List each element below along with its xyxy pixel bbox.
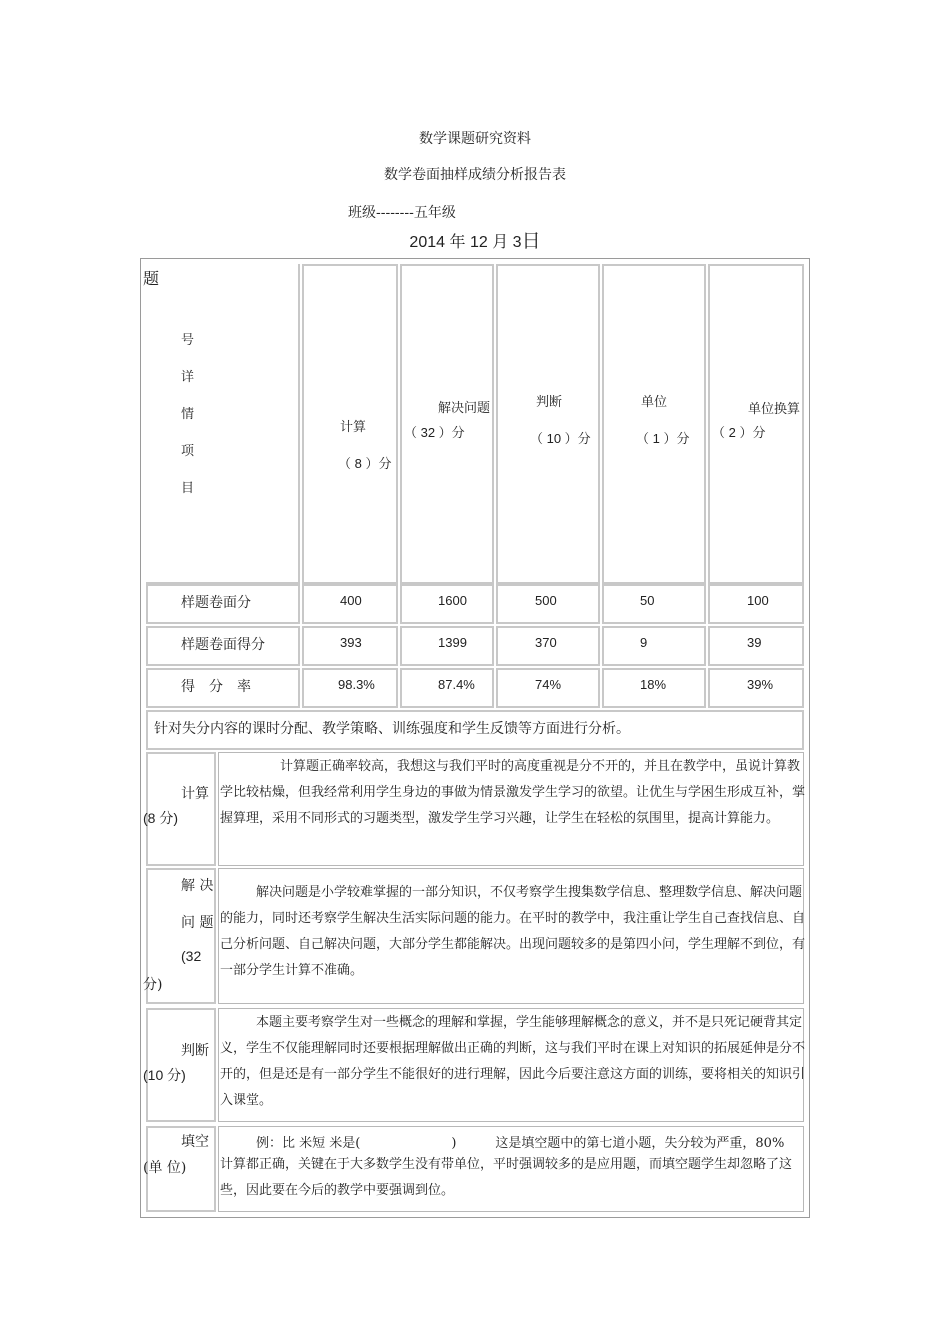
row-1-value-0: 393 <box>340 635 362 650</box>
col-header-3 <box>602 264 706 584</box>
date-day-char: 日 <box>521 231 541 252</box>
row-2-value-2: 74% <box>535 677 562 692</box>
corner-v5: 目 <box>181 481 195 496</box>
analysis-2-label-b: (10 分) <box>143 1067 186 1083</box>
analysis-2-text: 本题主要考察学生对一些概念的理解和掌握，学生能够理解概念的意义，并不是只死记硬背其定义，学生不仅能理解同时还要根据理解做出正确的判断，这与我们平时在课上对知识的拓展延伸是分不开的，但是还是有一部分学生不能很好的进行理解，因此今后要注意这方面的训练，要将相关的知识引入课堂。 <box>220 1015 806 1108</box>
corner-cell <box>146 264 300 584</box>
date-month-char: 月 <box>492 234 509 251</box>
col-header-1-score: （ 32 ）分 <box>404 425 465 440</box>
analysis-1-label-b: 问 题 <box>181 915 214 931</box>
analysis-3-text-b: 计算都正确，关键在于大多数学生没有带单位，平时强调较多的是应用题，而填空题学生却忽略了这些，因此要在今后的教学中要强调到位。 <box>220 1157 793 1198</box>
row-2-label: 得 分 率 <box>181 679 251 695</box>
row-1-label: 样题卷面得分 <box>181 637 265 653</box>
row-0-value-3: 50 <box>640 593 655 608</box>
row-2-value-1: 87.4% <box>438 677 475 692</box>
date-day: 3 <box>512 234 522 251</box>
col-header-0-score: （ 8 ）分 <box>338 456 392 471</box>
row-0-value-2: 500 <box>535 593 557 608</box>
corner-v1: 号 <box>181 333 195 348</box>
row-0-value-4: 100 <box>747 593 769 608</box>
date-year-char: 年 <box>449 234 466 251</box>
analysis-1-label-c: (32 <box>181 948 202 964</box>
col-header-2 <box>496 264 600 584</box>
col-header-3-name: 单位 <box>641 395 668 410</box>
corner-ti: 题 <box>143 269 160 288</box>
row-0-label: 样题卷面分 <box>181 595 251 611</box>
analysis-2-label-a: 判断 <box>181 1043 209 1059</box>
row-2-value-3: 18% <box>640 677 667 692</box>
col-header-2-score: （ 10 ）分 <box>530 431 591 446</box>
row-2-value-0: 98.3% <box>338 677 375 692</box>
analysis-0-label-b: (8 分) <box>143 810 178 826</box>
col-header-4-score: （ 2 ）分 <box>712 425 766 440</box>
analysis-0-text: 计算题正确率较高，我想这与我们平时的高度重视是分不开的，并且在教学中，虽说计算教学比较枯燥，但我经常利用学生身边的事做为情景激发学生学习的欲望。让优生与学困生形成互补，掌握算理，采用不同形式的习题类型，激发学生学习兴趣，让学生在轻松的氛围里，提高计算能力。 <box>220 759 806 826</box>
row-1-value-2: 370 <box>535 635 557 650</box>
analysis-1-text: 解决问题是小学较难掌握的一部分知识，不仅考察学生搜集数学信息、整理数学信息、解决问题的能力，同时还考察学生解决生活实际问题的能力。在平时的教学中，我注重让学生自己查找信息、自己分析问题、自己解决问题，大部分学生都能解决。出现问题较多的是第四小问，学生理解不到位，有一部分学生计算不准确。 <box>220 885 806 978</box>
row-2-value-4: 39% <box>747 677 774 692</box>
row-0-value-1: 1600 <box>438 593 467 608</box>
class-line: 班级--------五年级 <box>348 205 456 221</box>
col-header-3-score: （ 1 ）分 <box>636 431 690 446</box>
analysis-1-label-a: 解 决 <box>181 878 214 894</box>
row-1-cell-3 <box>602 626 706 666</box>
analysis-1-label-d: 分) <box>143 977 163 993</box>
corner-v3: 情 <box>181 407 195 422</box>
row-1-value-1: 1399 <box>438 635 467 650</box>
date-month: 12 <box>469 234 488 251</box>
analysis-3-text-a: 例：比 米短 米是( ) 这是填空题中的第七道小题，失分较为严重，80% <box>256 1136 785 1151</box>
analysis-3-label-a: 填空 <box>181 1134 209 1150</box>
col-header-1-name: 解决问题 <box>438 401 491 416</box>
report-date <box>0 226 950 253</box>
analysis-3-label-b: (单 位) <box>143 1160 187 1176</box>
row-0-value-0: 400 <box>340 593 362 608</box>
date-year: 2014 <box>409 234 446 251</box>
corner-v4: 项 <box>181 444 195 459</box>
col-header-2-name: 判断 <box>536 395 563 410</box>
analysis-header: 针对失分内容的课时分配、教学策略、训练强度和学生反馈等方面进行分析。 <box>154 721 630 737</box>
row-1-value-3: 9 <box>640 635 648 650</box>
corner-v2: 详 <box>181 370 195 385</box>
col-header-0-name: 计算 <box>340 420 367 435</box>
report-subtitle: 数学卷面抽样成绩分析报告表 <box>384 167 566 183</box>
analysis-0-label-a: 计算 <box>181 786 209 802</box>
row-1-value-4: 39 <box>747 635 762 650</box>
document-title: 数学课题研究资料 <box>419 131 531 147</box>
col-header-4-name: 单位换算 <box>748 402 801 417</box>
